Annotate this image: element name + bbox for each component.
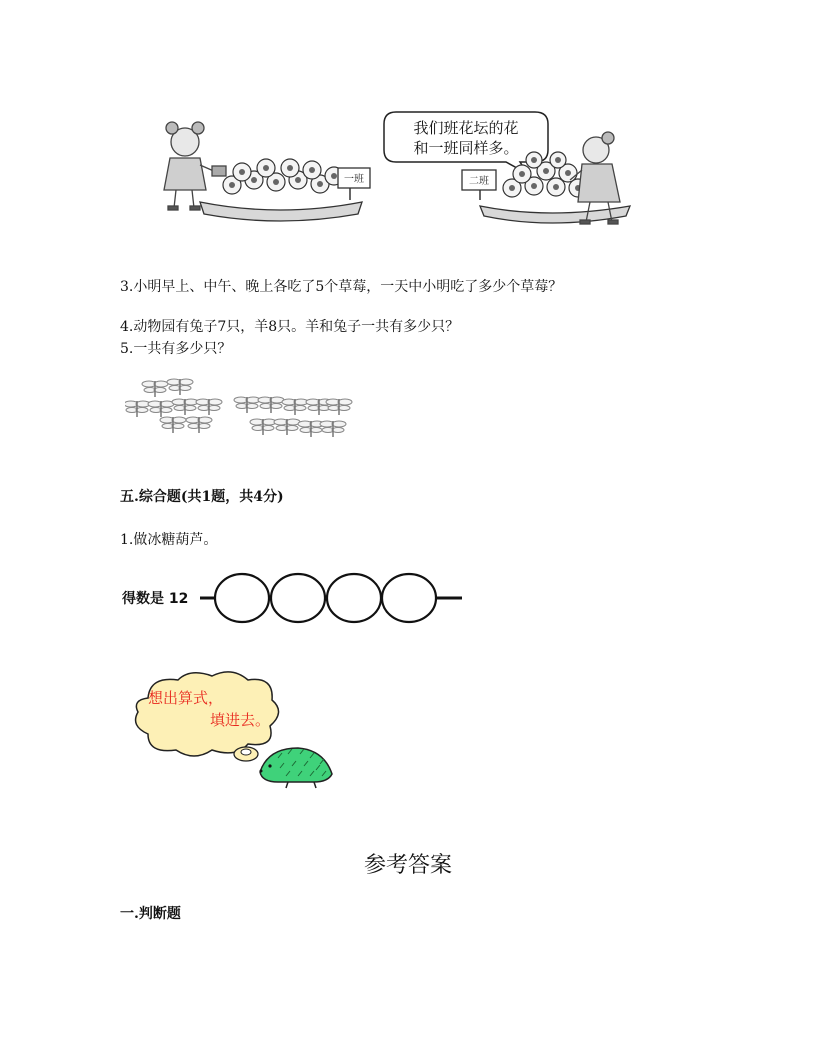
thought-bubble-tiny <box>241 749 251 755</box>
dragonfly-group-right <box>234 397 352 437</box>
speech-bubble-line2: 和一班同样多。 <box>413 139 519 157</box>
answers-title: 参考答案 <box>363 853 452 878</box>
section5-question-1: 1.做冰糖葫芦。 <box>120 532 218 548</box>
section5-heading: 五.综合题(共1题，共4分) <box>120 489 284 505</box>
thought-cloud <box>136 672 279 756</box>
answers-section1-heading: 一.判断题 <box>120 906 181 922</box>
haw-answer-slot-3[interactable] <box>327 574 381 622</box>
hedgehog-icon <box>260 748 333 788</box>
haw-answer-slot-4[interactable] <box>382 574 436 622</box>
question-4: 4.动物园有兔子7只，羊8只。羊和兔子一共有多少只？ <box>120 319 460 335</box>
thought-line2: 填进去。 <box>210 711 271 729</box>
dragonflies-illustration <box>125 375 355 440</box>
speech-bubble-line1: 我们班花坛的花 <box>413 119 519 137</box>
left-girl-figure <box>164 122 226 210</box>
haw-answer-slot-1[interactable] <box>215 574 269 622</box>
sign-right-label: 二班 <box>469 176 489 187</box>
candied-haws-figure <box>120 568 470 628</box>
thought-line1: 想出算式， <box>148 689 224 707</box>
candied-haws-label: 得数是 12 <box>122 591 189 607</box>
sign-left-label: 一班 <box>344 174 364 185</box>
flower-bed-illustration <box>150 110 640 235</box>
question-3: 3.小明早上、中午、晚上各吃了5个草莓，一天中小明吃了多少个草莓？ <box>120 279 563 295</box>
dragonfly-group-left <box>125 379 222 433</box>
haw-answer-slot-2[interactable] <box>271 574 325 622</box>
question-5: 5.一共有多少只？ <box>120 341 232 357</box>
hedgehog-thought-illustration <box>128 670 340 790</box>
